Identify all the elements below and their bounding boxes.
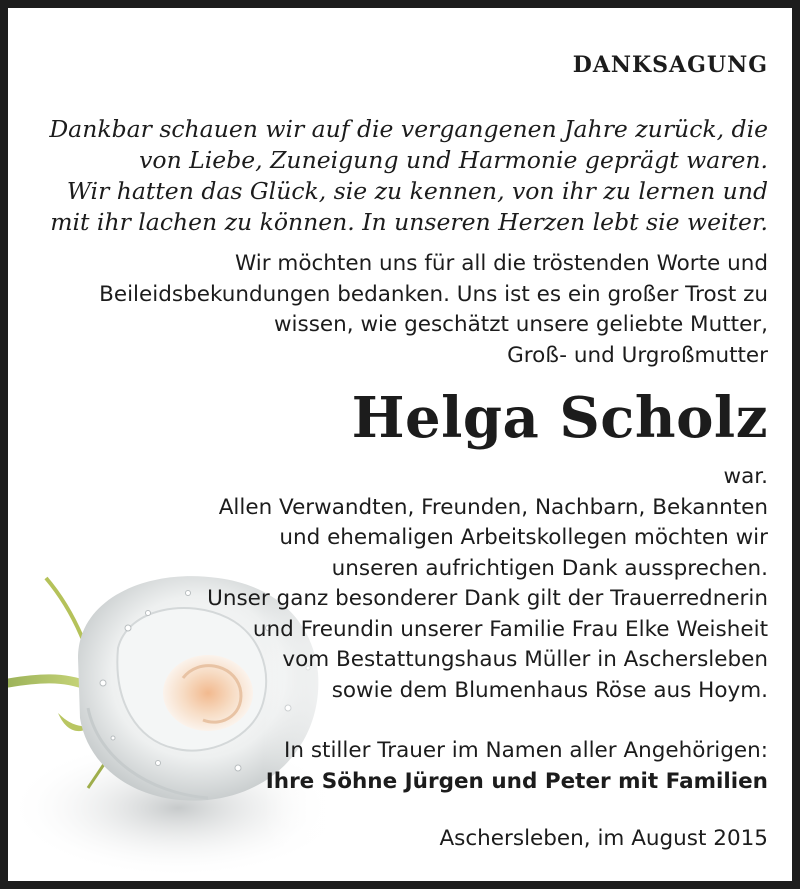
paragraph-line: unseren aufrichtigen Dank aussprechen. — [331, 555, 768, 581]
paragraph-line: wissen, wie geschätzt unsere geliebte Mutter, — [273, 312, 768, 337]
acknowledgement-paragraph — [207, 462, 768, 706]
paragraph-line: und ehemaligen Arbeitskollegen möchten wir — [279, 525, 768, 550]
notice-heading: DANKSAGUNG — [572, 52, 768, 78]
mourning-block — [266, 736, 768, 797]
thanks-paragraph — [99, 249, 768, 371]
paragraph-line: war. — [723, 464, 768, 489]
paragraph-line: Allen Verwandten, Freunden, Nachbarn, Bekannten — [218, 494, 768, 520]
intro-verse — [48, 114, 768, 238]
mourning-line: In stiller Trauer im Namen aller Angehörigen: — [284, 738, 768, 763]
intro-line: Dankbar schauen wir auf die vergangenen Jahre zurück, die — [49, 115, 768, 143]
intro-line: mit ihr lachen zu können. In unseren Herzen lebt sie weiter. — [50, 208, 768, 236]
deceased-name: Helga Scholz — [351, 385, 768, 451]
intro-line: Wir hatten das Glück, sie zu kennen, von ihr zu lernen und — [66, 177, 768, 205]
paragraph-line: Beileidsbekundungen bedanken. Uns ist es ein großer Trost zu — [99, 281, 768, 307]
notice-text — [48, 8, 768, 888]
paragraph-line: vom Bestattungshaus Müller in Aschersleben — [282, 647, 768, 672]
paragraph-line: und Freundin unserer Familie Frau Elke Weisheit — [252, 616, 768, 642]
family-signature: Ihre Söhne Jürgen und Peter mit Familien — [265, 768, 768, 794]
paragraph-line: Unser ganz besonderer Dank gilt der Trauerrednerin — [207, 586, 768, 611]
intro-line: von Liebe, Zuneigung und Harmonie geprägt waren. — [139, 146, 768, 174]
paragraph-line: sowie dem Blumenhaus Röse aus Hoym. — [331, 677, 768, 703]
place-date: Aschersleben, im August 2015 — [439, 826, 768, 851]
paragraph-line: Wir möchten uns für all die tröstenden Worte und — [234, 251, 768, 276]
paragraph-line: Groß- und Urgroßmutter — [507, 342, 768, 368]
